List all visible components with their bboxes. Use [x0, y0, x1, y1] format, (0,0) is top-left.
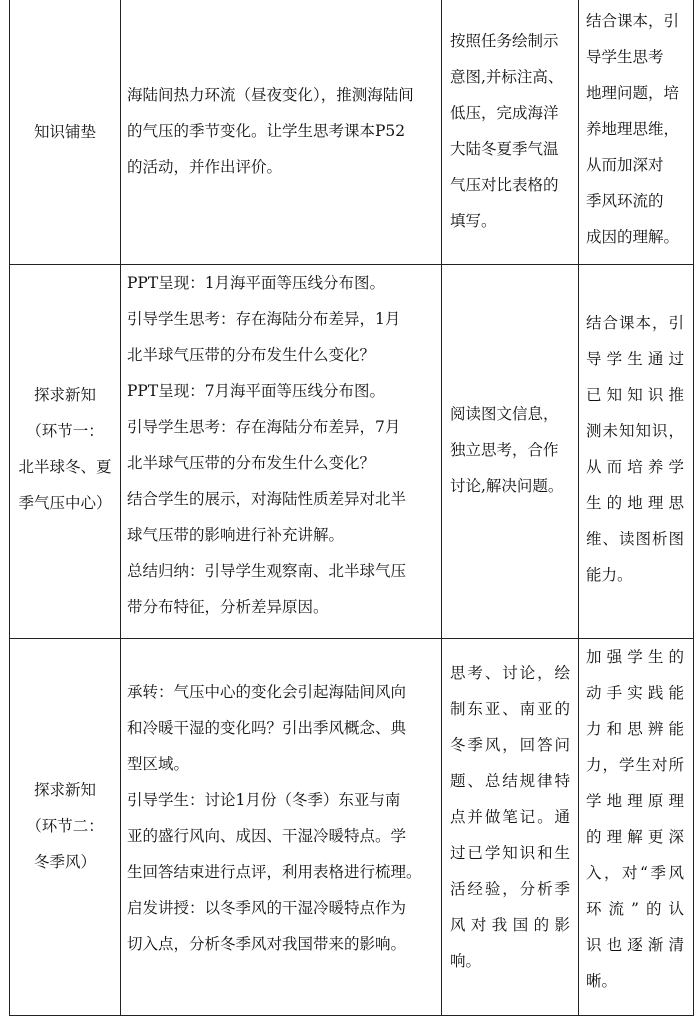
- row2-teacher-line: 总结归纳：引导学生观察南、北半球气压: [127, 562, 407, 580]
- row3-student-line: 题、总结规律特: [450, 772, 570, 790]
- row1-intent-line: 地理问题，培: [586, 84, 680, 102]
- row3-intent-line: 的理解更深: [586, 828, 684, 846]
- row3-stage-line: （环节二：: [26, 817, 104, 835]
- row3-teacher-line: 型区域。: [127, 755, 190, 773]
- row3-stage-line: 冬季风）: [33, 853, 96, 871]
- row1-student-line: 低压，完成海洋: [450, 104, 559, 122]
- row1-student-cell: [450, 28, 574, 234]
- row2-intent-line: 能力。: [586, 566, 633, 584]
- row2-student-line: 阅读图文信息，: [450, 405, 559, 423]
- row2-student-line: 独立思考，合作: [450, 441, 559, 459]
- row2-teacher-line: 北半球气压带的分布发生什么变化？: [127, 346, 376, 364]
- row1-intent-line: 养地理思维，: [586, 120, 680, 138]
- row3-intent-line: 力和思辨能: [586, 720, 684, 738]
- table-border-right: [693, 0, 694, 1016]
- row2-teacher-line: 北半球气压带的分布发生什么变化？: [127, 454, 376, 472]
- row1-teacher-cell: [127, 82, 437, 180]
- row2-stage-line: 季气压中心）: [18, 494, 112, 512]
- row3-teacher-line: 引导学生：讨论1月份（冬季）东亚与南: [127, 791, 401, 809]
- row3-intent-line: 环流”的认: [586, 900, 684, 918]
- row2-teacher-line: PPT呈现：7月海平面等压线分布图。: [127, 382, 386, 400]
- row1-teacher-line: 的活动，并作出评价。: [127, 158, 283, 176]
- row3-student-line: 冬季风，回答问: [450, 736, 570, 754]
- row1-student-line: 大陆冬夏季气温: [450, 140, 559, 158]
- row2-teacher-line: 结合学生的展示，对海陆性质差异对北半: [127, 490, 407, 508]
- row2-stage-line: 北半球冬、夏: [18, 458, 112, 476]
- row2-stage-line: 探求新知: [33, 386, 96, 404]
- row3-student-line: 过已学知识和生: [450, 844, 570, 862]
- row3-teacher-line: 生回答结束进行点评，利用表格进行梳理。: [127, 863, 422, 881]
- row1-intent-cell: [586, 8, 688, 250]
- table-border-left: [9, 0, 10, 1016]
- row2-intent-line: 测未知知识，: [586, 422, 684, 440]
- row2-intent-line: 生的地理思: [586, 494, 684, 512]
- row1-stage-cell: [12, 119, 118, 145]
- row3-stage-line: 探求新知: [33, 781, 96, 799]
- table-border-row1: [9, 264, 694, 265]
- row3-teacher-line: 承转：气压中心的变化会引起海陆间风向: [127, 683, 407, 701]
- row3-student-line: 风对我国的影: [450, 916, 570, 934]
- row3-intent-line: 力，学生对所: [586, 756, 684, 774]
- row2-intent-line: 已知知识推: [586, 386, 684, 404]
- row1-intent-line: 结合课本，引: [586, 12, 680, 30]
- row2-intent-line: 结合课本，引: [586, 314, 684, 332]
- row2-intent-cell: [586, 310, 684, 588]
- table-border-col1: [120, 0, 121, 1016]
- table-border-col3: [578, 0, 579, 1016]
- row2-teacher-cell: [127, 270, 437, 620]
- row2-student-cell: [450, 401, 574, 499]
- row3-intent-line: 入，对“季风: [586, 864, 684, 882]
- row3-student-line: 点并做笔记。通: [450, 808, 570, 826]
- row3-intent-line: 晰。: [586, 972, 618, 990]
- row3-teacher-line: 和冷暖干湿的变化吗？引出季风概念、典: [127, 719, 407, 737]
- table-border-bottom: [9, 1015, 694, 1016]
- row2-stage-line: （环节一：: [26, 422, 104, 440]
- row1-stage-line: 知识铺垫: [33, 123, 96, 141]
- row2-teacher-line: 引导学生思考：存在海陆分布差异，1月: [127, 310, 401, 328]
- row2-student-line: 讨论,解决问题。: [450, 477, 564, 495]
- row3-teacher-line: 切入点，分析冬季风对我国带来的影响。: [127, 935, 407, 953]
- row3-student-line: 响。: [450, 952, 482, 970]
- row1-intent-line: 导学生思考: [586, 48, 664, 66]
- row2-intent-line: 维、读图析图: [586, 530, 684, 548]
- row1-teacher-line: 的气压的季节变化。让学生思考课本P52: [127, 122, 406, 140]
- row3-student-line: 活经验，分析季: [450, 880, 570, 898]
- row2-teacher-line: PPT呈现：1月海平面等压线分布图。: [127, 274, 386, 292]
- row1-student-line: 按照任务绘制示: [450, 32, 559, 50]
- row1-intent-line: 季风环流的: [586, 192, 664, 210]
- row3-intent-line: 识也逐渐清: [586, 936, 684, 954]
- row3-stage-cell: [12, 777, 118, 875]
- row1-student-line: 意图,并标注高、: [450, 68, 564, 86]
- row2-intent-line: 导学生通过: [586, 350, 684, 368]
- row3-student-line: 制东亚、南亚的: [450, 700, 570, 718]
- row3-intent-line: 学地理原理: [586, 792, 684, 810]
- table-border-col2: [441, 0, 442, 1016]
- row1-teacher-line: 海陆间热力环流（昼夜变化），推测海陆间: [127, 86, 414, 104]
- row2-teacher-line: 引导学生思考：存在海陆分布差异，7月: [127, 418, 401, 436]
- row3-intent-line: 加强学生的: [586, 648, 684, 666]
- row1-intent-line: 从而加深对: [586, 156, 664, 174]
- row3-teacher-cell: [127, 679, 437, 957]
- row3-intent-line: 动手实践能: [586, 684, 684, 702]
- row3-student-cell: [450, 660, 570, 974]
- row2-intent-line: 从而培养学: [586, 458, 684, 476]
- row3-student-line: 思考、讨论，绘: [450, 664, 570, 682]
- row2-teacher-line: 带分布特征，分析差异原因。: [127, 598, 329, 616]
- table-border-row2: [9, 638, 694, 639]
- row3-teacher-line: 启发讲授：以冬季风的干湿冷暖特点作为: [127, 899, 407, 917]
- row2-stage-cell: [12, 382, 118, 516]
- row2-teacher-line: 球气压带的影响进行补充讲解。: [127, 526, 345, 544]
- row1-student-line: 填写。: [450, 212, 497, 230]
- row3-teacher-line: 亚的盛行风向、成因、干湿冷暖特点。学: [127, 827, 407, 845]
- row1-student-line: 气压对比表格的: [450, 176, 559, 194]
- row1-intent-line: 成因的理解。: [586, 228, 680, 246]
- row3-intent-cell: [586, 644, 684, 994]
